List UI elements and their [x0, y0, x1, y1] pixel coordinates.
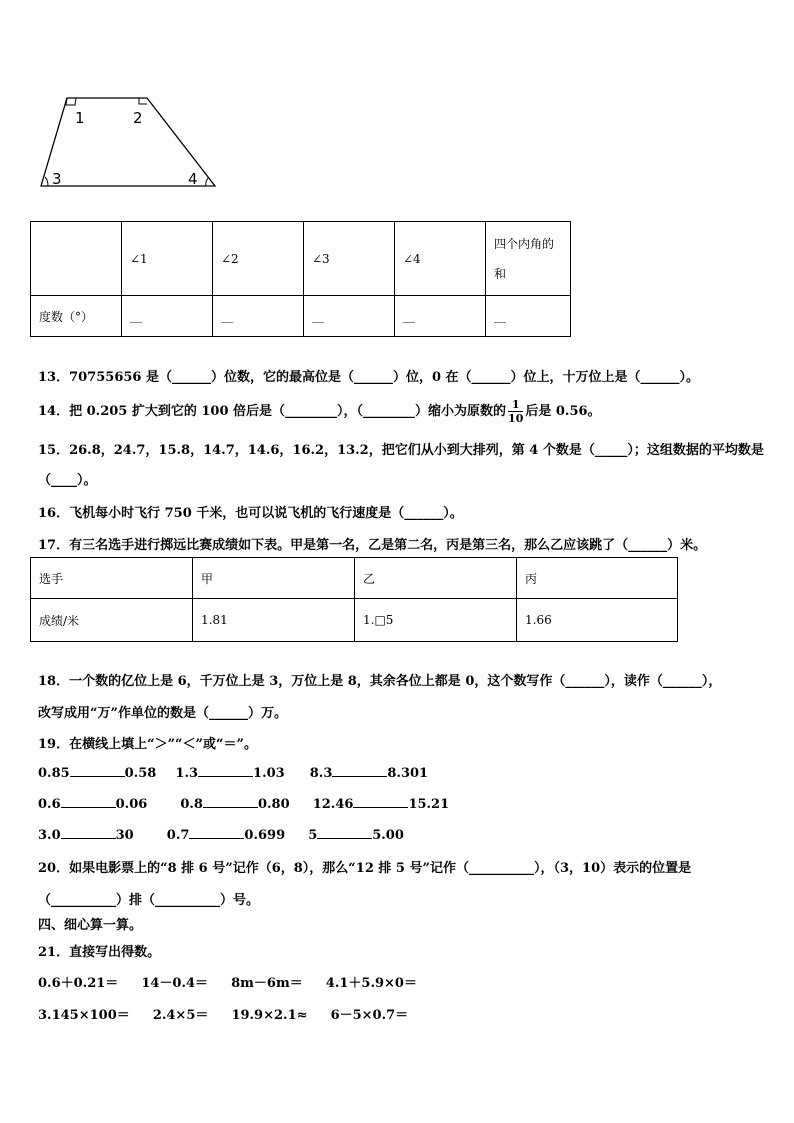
angle-mark-4: [206, 178, 208, 186]
question-14-suffix: 后是 0.56。: [525, 404, 601, 419]
angle-header-sum: [486, 222, 571, 296]
angle-table: [30, 221, 571, 337]
question-18-line2: 改写成用“万”作单位的数是（______）万。: [38, 706, 287, 721]
trapezoid-figure: [35, 92, 225, 192]
question-19-title: 19．在横线上填上“＞”“＜”或“＝”。: [38, 737, 257, 752]
score-header-player: 选手: [31, 558, 193, 599]
angle-label-1: 1: [75, 109, 85, 127]
calc-item: 8m－6m＝: [231, 976, 303, 991]
angle-header-sum-line1: 四个内角的: [494, 236, 555, 251]
angle-table-header-row: [31, 222, 571, 296]
score-row-label: 成绩/米: [31, 599, 193, 642]
calc-row-2: [38, 1004, 408, 1023]
calc-item: 0.6＋0.21＝: [38, 976, 119, 991]
calc-item: 4.1＋5.9×0＝: [325, 976, 417, 991]
compare-row-2: [38, 796, 449, 812]
compare-blank[interactable]: [317, 827, 372, 839]
angle-label-3: 3: [52, 170, 62, 188]
compare-left: 5: [308, 828, 318, 843]
compare-right: 30: [115, 828, 134, 843]
angle-label-4: 4: [188, 170, 198, 188]
question-14: [38, 398, 601, 425]
calc-item: 19.9×2.1≈: [231, 1008, 308, 1023]
question-13: 13．70755656 是（______）位数，它的最高位是（______）位，0 在（______）位上，十万位上是（______）。: [38, 370, 700, 385]
question-15-line2: （____）。: [38, 473, 97, 488]
question-21-title: 21．直接写出得数。: [38, 945, 161, 960]
angle-table-corner: [31, 222, 122, 296]
score-table-header-row: [31, 558, 678, 599]
score-header-yi: 乙: [355, 558, 517, 599]
compare-left: 0.8: [180, 797, 203, 812]
compare-blank[interactable]: [189, 827, 244, 839]
compare-row-3: [38, 827, 404, 843]
compare-left: 0.7: [166, 828, 190, 843]
right-angle-mark-2: [139, 98, 147, 104]
compare-blank[interactable]: [61, 796, 116, 808]
angle-header-3: ∠3: [304, 222, 395, 296]
angle-header-4: ∠4: [395, 222, 486, 296]
score-jia: 1.81: [193, 599, 355, 642]
calc-item: 14－0.4＝: [141, 976, 209, 991]
angle-header-1: ∠1: [122, 222, 213, 296]
score-header-jia: 甲: [193, 558, 355, 599]
angle-mark-3: [45, 177, 48, 186]
fraction-one-tenth: [508, 398, 523, 425]
question-16: 16．飞机每小时飞行 750 千米，也可以说飞机的飞行速度是（______）。: [38, 506, 463, 521]
question-17: 17．有三名选手进行掷远比赛成绩如下表。甲是第一名，乙是第二名，丙是第三名，那么乙应该跳了（______）米。: [38, 538, 707, 553]
compare-right: 1.03: [253, 766, 285, 781]
score-table-value-row: [31, 599, 678, 642]
question-20-line1: 20．如果电影票上的“8 排 6 号”记作（6，8），那么“12 排 5 号”记作（__________），（3，10）表示的位置是: [38, 861, 692, 876]
calc-item: 6－5×0.7＝: [330, 1008, 409, 1023]
angle-label-2: 2: [133, 109, 143, 127]
compare-left: 12.46: [312, 797, 354, 812]
question-14-prefix: 14．把 0.205 扩大到它的 100 倍后是（________），（________）缩小为原数的: [38, 404, 507, 419]
score-bing: 1.66: [517, 599, 678, 642]
calc-row-1: [38, 972, 417, 991]
compare-blank[interactable]: [70, 765, 125, 777]
compare-left: 8.3: [309, 766, 333, 781]
section-4-heading: 四、细心算一算。: [38, 918, 143, 933]
score-header-bing: 丙: [517, 558, 678, 599]
question-15-line1: 15．26.8，24.7，15.8，14.7，14.6，16.2，13.2，把它们从小到大排列，第 4 个数是（_____）；这组数据的平均数是: [38, 443, 764, 458]
score-yi: 1.□5: [355, 599, 517, 642]
compare-left: 3.0: [38, 828, 61, 843]
angle-header-2: ∠2: [213, 222, 304, 296]
degree-blank-3[interactable]: __: [304, 296, 395, 337]
compare-blank[interactable]: [203, 796, 258, 808]
fraction-numerator: 1: [508, 398, 523, 412]
angle-table-degree-row: [31, 296, 571, 337]
compare-row-1: [38, 765, 428, 781]
degree-blank-4[interactable]: __: [395, 296, 486, 337]
compare-blank[interactable]: [198, 765, 253, 777]
degree-row-label: 度数（°）: [31, 296, 122, 337]
compare-right: 0.80: [257, 797, 290, 812]
compare-right: 0.06: [115, 797, 148, 812]
compare-right: 8.301: [387, 766, 429, 781]
compare-right: 0.699: [244, 828, 286, 843]
compare-right: 5.00: [372, 828, 404, 843]
compare-left: 1.3: [175, 766, 199, 781]
question-20-line2: （__________）排（__________）号。: [38, 893, 260, 908]
compare-blank[interactable]: [61, 827, 116, 839]
angle-header-sum-line2: 和: [494, 266, 507, 281]
calc-item: 3.145×100＝: [38, 1008, 130, 1023]
right-angle-mark-1: [66, 98, 76, 105]
degree-blank-2[interactable]: __: [213, 296, 304, 337]
question-18-line1: 18．一个数的亿位上是 6，千万位上是 3，万位上是 8，其余各位上都是 0，这个数写作（______），读作（______），: [38, 674, 722, 689]
compare-blank[interactable]: [353, 796, 408, 808]
degree-blank-1[interactable]: __: [122, 296, 213, 337]
compare-left: 0.6: [38, 797, 61, 812]
score-table: [30, 557, 678, 642]
fraction-denominator: 10: [508, 412, 524, 425]
calc-item: 2.4×5＝: [152, 1008, 209, 1023]
compare-left: 0.85: [38, 766, 70, 781]
degree-blank-sum[interactable]: __: [486, 296, 571, 337]
compare-right: 15.21: [408, 797, 450, 812]
compare-blank[interactable]: [332, 765, 387, 777]
compare-right: 0.58: [124, 766, 157, 781]
